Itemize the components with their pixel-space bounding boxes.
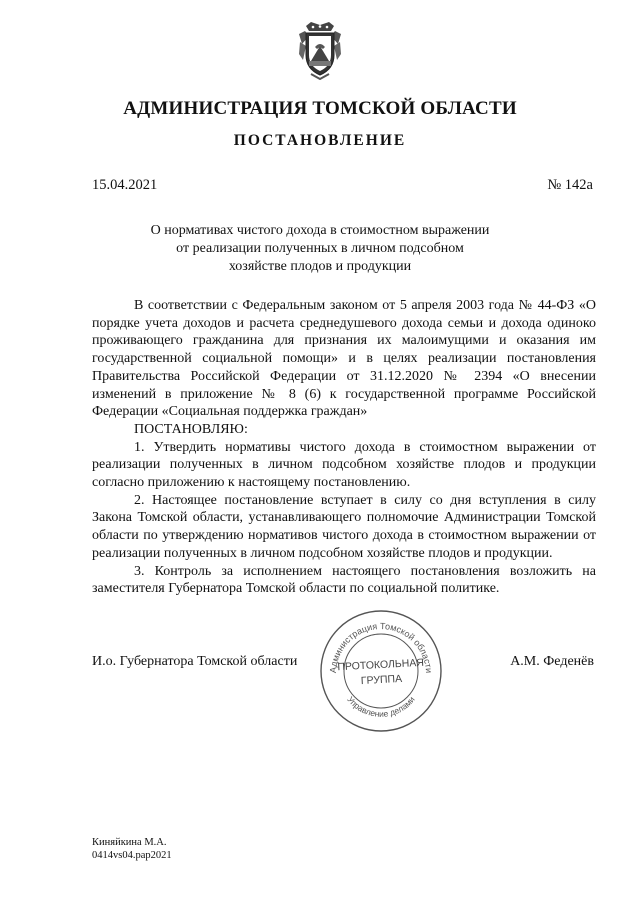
- resolution-item: 2. Настоящее постановление вступает в силу со дня вступления в силу Закона Томской области, устанавливающего полномочие Администрации Томской области по утверждению нормативов чистого дохода в стоимостном выражении от реализации полученных в личном подсобном хозяйстве плодов и продукции.: [92, 492, 596, 561]
- document-number: № 142а: [547, 177, 593, 193]
- stamp-center-line: ПРОТОКОЛЬНАЯ: [337, 656, 425, 674]
- organization-title: АДМИНИСТРАЦИЯ ТОМСКОЙ ОБЛАСТИ: [123, 98, 517, 119]
- stamp-ring-top: Администрация Томской области: [327, 620, 435, 674]
- protocol-stamp: [316, 606, 446, 736]
- signatory-name: А.М. Феденёв: [510, 654, 594, 669]
- subject-line: хозяйстве плодов и продукции: [228, 259, 412, 274]
- subject-line: от реализации полученных в личном подсобном: [176, 241, 464, 256]
- stamp-ring-bottom: Управление делами: [345, 694, 417, 719]
- subject-line: О нормативах чистого дохода в стоимостном выражении: [150, 223, 490, 238]
- tomsk-coat-of-arms-icon: [297, 22, 343, 80]
- resolution-item: 1. Утвердить нормативы чистого дохода в стоимостном выражении от реализации полученных в личном подсобном хозяйстве плодов и продукции согласно приложению к настоящему постановлению.: [92, 439, 596, 491]
- signatory-position: И.о. Губернатора Томской области: [92, 654, 298, 669]
- document-date: 15.04.2021: [92, 177, 158, 193]
- file-reference: 0414vs04.pap2021: [92, 850, 172, 861]
- document-subject: [0, 222, 640, 276]
- stamp-center-line: ГРУППА: [360, 672, 403, 688]
- preamble-paragraph: В соответствии с Федеральным законом от 5 апреля 2003 года № 44-ФЗ «О порядке учета доходов и расчета среднедушевого дохода семьи и дохода одиноко проживающего гражданина для признания их малоимущими и оказания им государственной социальной помощи» и в целях реализации постановления Правительства Российской Федерации от 31.12.2020 № 2394 «О внесении изменений в приложение № 8 (6) к государственной программе Российской Федерации «Социальная поддержка граждан»: [92, 298, 596, 420]
- resolve-heading: ПОСТАНОВЛЯЮ:: [134, 421, 248, 437]
- executor-name: Киняйкина М.А.: [92, 837, 167, 848]
- footer-meta: [92, 836, 172, 862]
- document-body: [92, 297, 596, 598]
- document-type: ПОСТАНОВЛЕНИЕ: [233, 132, 407, 149]
- resolution-item: 3. Контроль за исполнением настоящего постановления возложить на заместителя Губернатора Томской области по социальной политике.: [92, 563, 596, 597]
